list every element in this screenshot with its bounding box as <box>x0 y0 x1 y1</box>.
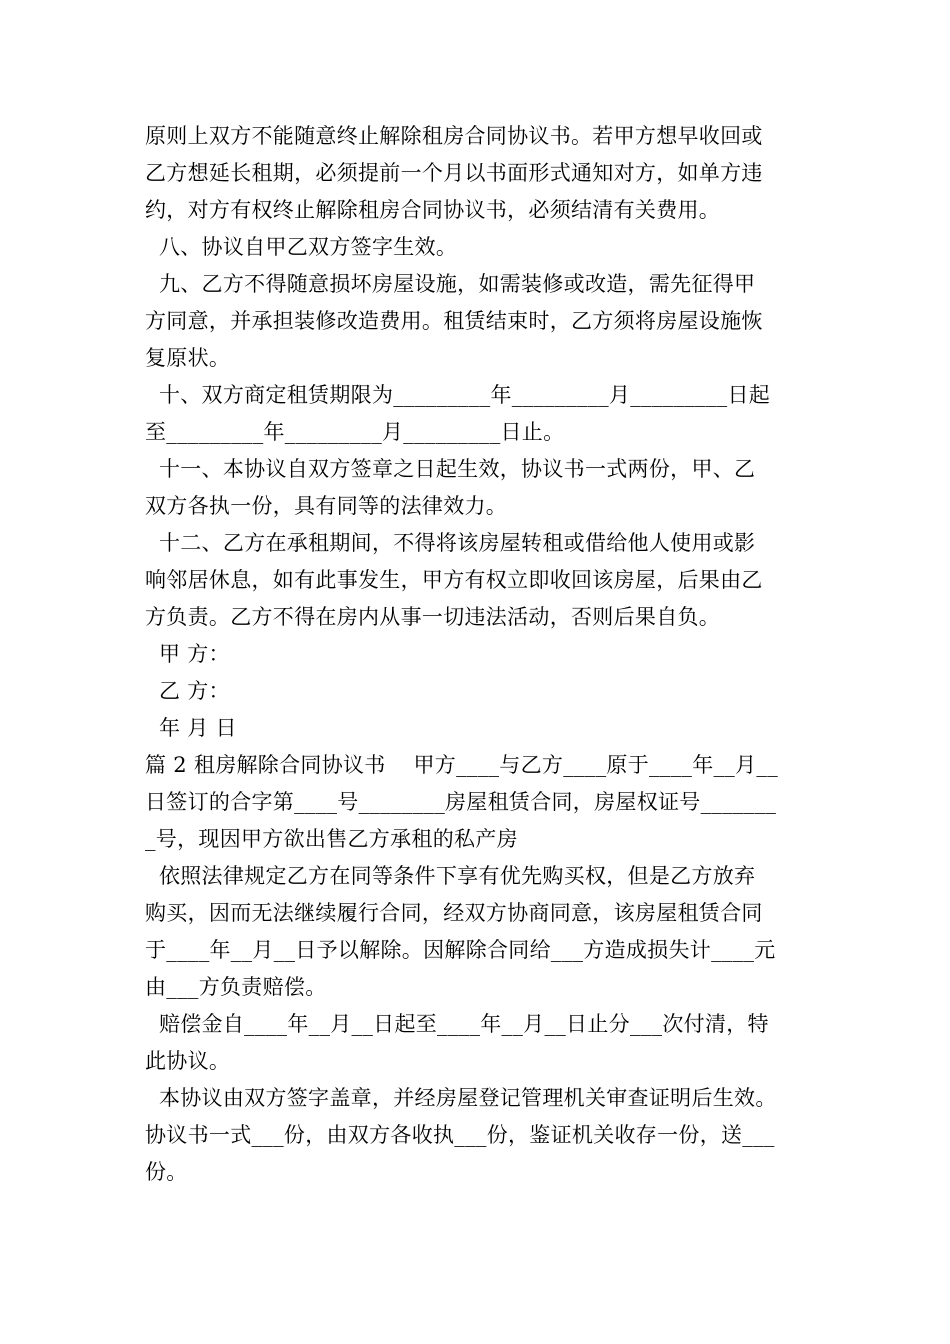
clause-10: 十、双方商定租赁期限为_________年_________月_________日起 <box>145 383 771 407</box>
text-line: _号，现因甲方欲出售乙方承租的私产房 <box>145 827 518 851</box>
text-line: 约，对方有权终止解除租房合同协议书，必须结清有关费用。 <box>145 198 721 222</box>
text-line: 方同意，并承担装修改造费用。租赁结束时，乙方须将房屋设施恢 <box>145 309 763 333</box>
text-line: 此协议。 <box>145 1049 231 1073</box>
text-line: 方负责。乙方不得在房内从事一切违法活动，否则后果自负。 <box>145 605 721 629</box>
text-line: 原则上双方不能随意终止解除租房合同协议书。若甲方想早收回或 <box>145 124 763 148</box>
document-body <box>145 118 825 1191</box>
text-line: 日签订的合字第____号________房屋租赁合同，房屋权证号_______ <box>145 790 777 814</box>
text-line: 响邻居休息，如有此事发生，甲方有权立即收回该房屋，后果由乙 <box>145 568 763 592</box>
signature-date: 年 月 日 <box>145 716 237 740</box>
clause-9: 九、乙方不得随意损坏房屋设施，如需装修或改造，需先征得甲 <box>145 272 756 296</box>
text-line: 于____年__月__日予以解除。因解除合同给___方造成损失计____元 <box>145 938 776 962</box>
text-line: 至_________年_________月_________日止。 <box>145 420 565 444</box>
text-line: 双方各执一份，具有同等的法律效力。 <box>145 494 508 518</box>
text-line: 乙方想延长租期，必须提前一个月以书面形式通知对方，如单方违 <box>145 161 763 185</box>
party-b-signature: 乙 方： <box>145 679 230 703</box>
text-line: 购买，因而无法继续履行合同，经双方协商同意，该房屋租赁合同 <box>145 901 763 925</box>
text-line: 赔偿金自____年__月__日起至____年__月__日止分___次付清，特 <box>145 1012 769 1036</box>
clause-12: 十二、乙方在承租期间，不得将该房屋转租或借给他人使用或影 <box>145 531 756 555</box>
text-line: 由___方负责赔偿。 <box>145 975 327 999</box>
text-line: 份。 <box>145 1160 188 1184</box>
text-line: 依照法律规定乙方在同等条件下享有优先购买权，但是乙方放弃 <box>145 864 756 888</box>
clause-8: 八、协议自甲乙双方签字生效。 <box>145 235 458 259</box>
party-a-signature: 甲 方： <box>145 642 230 666</box>
text-line: 复原状。 <box>145 346 231 370</box>
section-2-heading: 篇 2 租房解除合同协议书 甲方____与乙方____原于____年__月__ <box>145 753 779 777</box>
text-line: 协议书一式___份，由双方各收执___份，鉴证机关收存一份，送___ <box>145 1123 775 1147</box>
text-line: 本协议由双方签字盖章，并经房屋登记管理机关审查证明后生效。 <box>145 1086 777 1110</box>
clause-11: 十一、本协议自双方签章之日起生效，协议书一式两份，甲、乙 <box>145 457 756 481</box>
